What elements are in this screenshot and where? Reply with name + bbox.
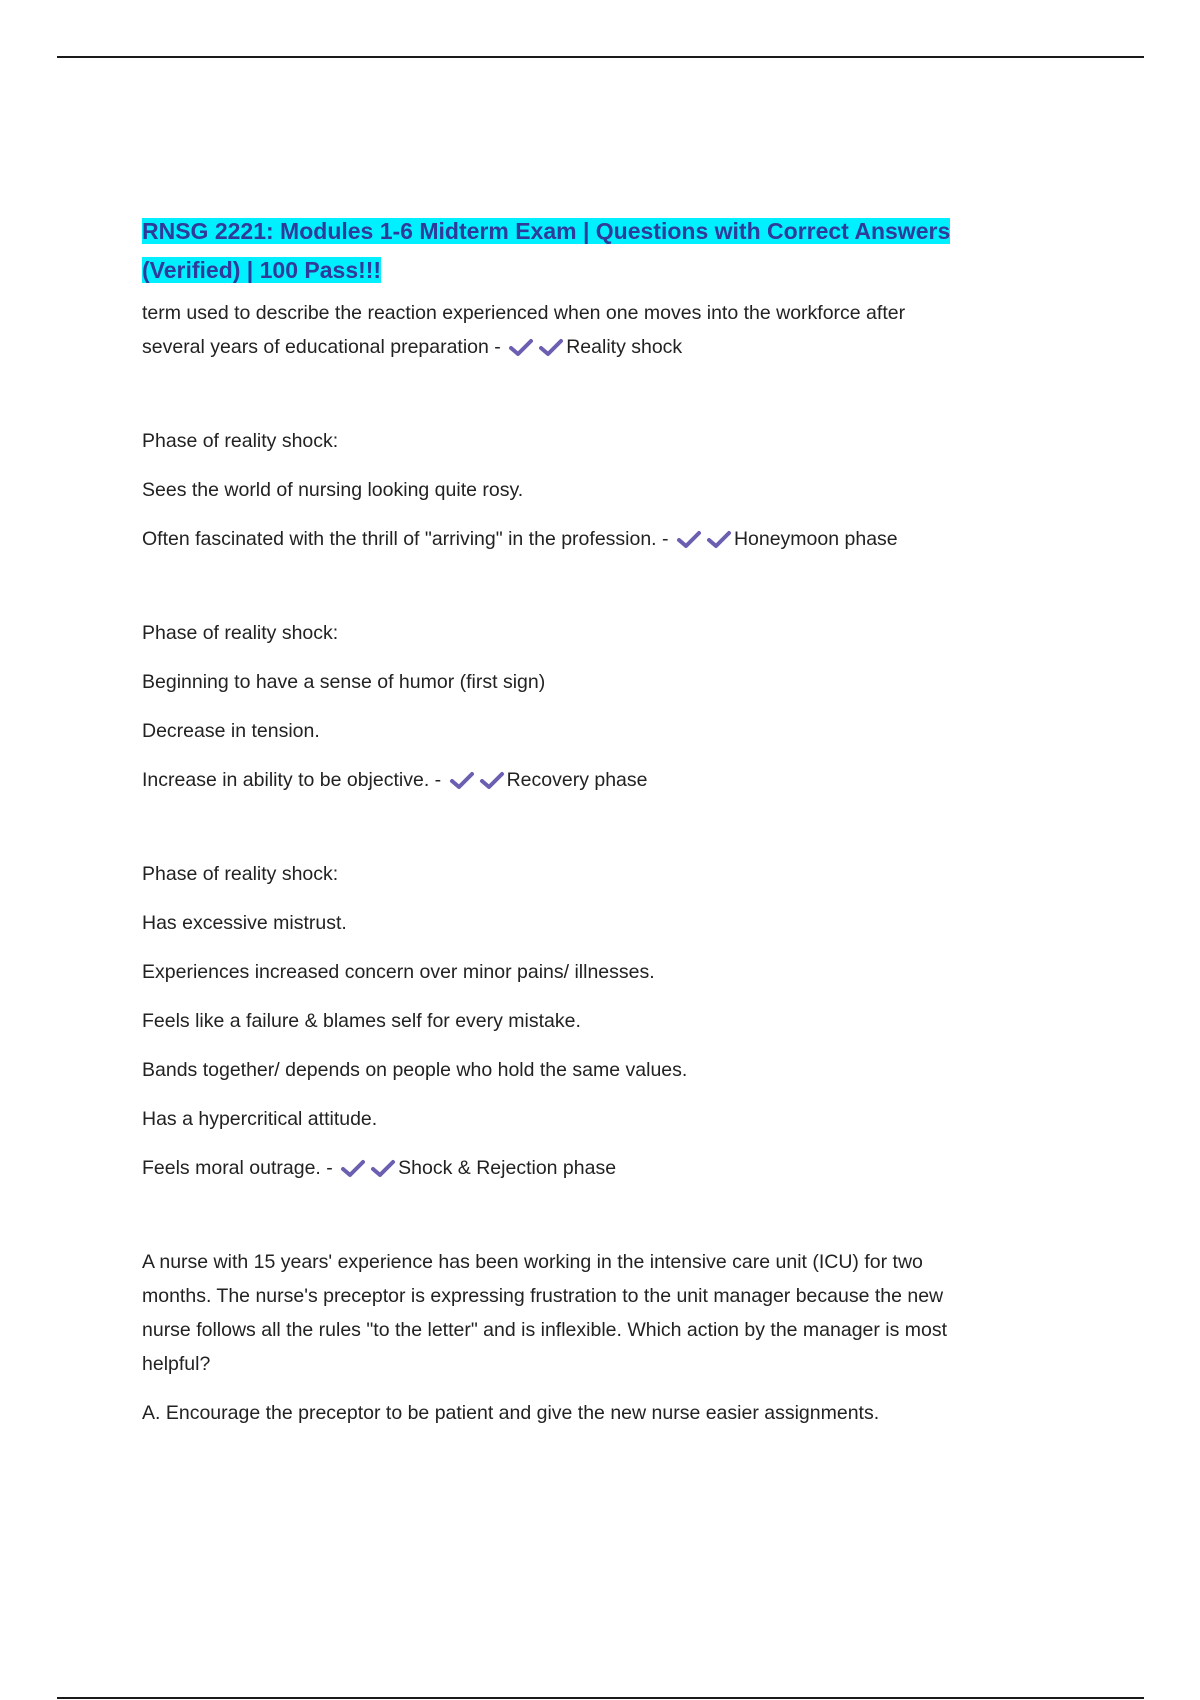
question-text: Often fascinated with the thrill of "arriving" in the profession. - — [142, 528, 669, 550]
question-text: Increase in ability to be objective. - — [142, 769, 442, 791]
checkmark-icon — [479, 771, 505, 791]
question-line: Has a hypercritical attitude. — [142, 1108, 378, 1130]
question-line: Beginning to have a sense of humor (first sign) — [142, 671, 546, 693]
question-block-4 — [142, 857, 1072, 1185]
question-line: Decrease in tension. — [142, 720, 320, 742]
answer-text: Honeymoon phase — [733, 528, 898, 550]
answer-text: Recovery phase — [506, 769, 648, 791]
question-block-1 — [142, 296, 1072, 364]
title-line-2: (Verified) | 100 Pass!!! — [142, 257, 382, 283]
answer-option-a: A. Encourage the preceptor to be patient and give the new nurse easier assignments. — [142, 1402, 880, 1424]
title-line-1: RNSG 2221: Modules 1-6 Midterm Exam | Questions with Correct Answers — [142, 218, 951, 244]
question-answer-line — [142, 1151, 1072, 1185]
question-line: Feels like a failure & blames self for every mistake. — [142, 1010, 581, 1032]
question-line: Bands together/ depends on people who hold the same values. — [142, 1059, 688, 1081]
bottom-rule — [57, 1697, 1144, 1699]
checkmark-icon — [538, 338, 564, 358]
checkmark-icon — [340, 1159, 366, 1179]
question-line: Has excessive mistrust. — [142, 912, 347, 934]
checkmark-icon — [676, 530, 702, 550]
checkmark-icon — [370, 1159, 396, 1179]
question-intro: Phase of reality shock: — [142, 863, 339, 885]
question-answer-line — [142, 763, 1072, 797]
question-text: Feels moral outrage. - — [142, 1157, 333, 1179]
question-block-5 — [142, 1245, 1072, 1430]
question-intro: Phase of reality shock: — [142, 430, 339, 452]
question-line: Experiences increased concern over minor pains/ illnesses. — [142, 961, 655, 983]
question-stem-line: helpful? — [142, 1353, 211, 1375]
question-block-2 — [142, 424, 1072, 556]
answer-text: Reality shock — [566, 336, 683, 358]
checkmark-icon — [508, 338, 534, 358]
question-line: Sees the world of nursing looking quite rosy. — [142, 479, 524, 501]
question-answer-line — [142, 522, 1072, 556]
question-stem-line: A nurse with 15 years' experience has been working in the intensive care unit (ICU) for two — [142, 1251, 923, 1273]
answer-text: Shock & Rejection phase — [398, 1157, 617, 1179]
question-intro: Phase of reality shock: — [142, 622, 339, 644]
question-text: several years of educational preparation - — [142, 336, 501, 358]
checkmark-icon — [449, 771, 475, 791]
document-title — [142, 212, 1072, 290]
question-answer-line — [142, 330, 1072, 364]
document-body — [142, 212, 1072, 1430]
question-block-3 — [142, 616, 1072, 797]
top-rule — [57, 56, 1144, 58]
question-stem-line: months. The nurse's preceptor is expressing frustration to the unit manager because the new — [142, 1285, 944, 1307]
question-text: term used to describe the reaction experienced when one moves into the workforce after — [142, 302, 906, 324]
question-stem — [142, 1245, 1072, 1381]
checkmark-icon — [706, 530, 732, 550]
question-stem-line: nurse follows all the rules "to the letter" and is inflexible. Which action by the manager is most — [142, 1319, 948, 1341]
